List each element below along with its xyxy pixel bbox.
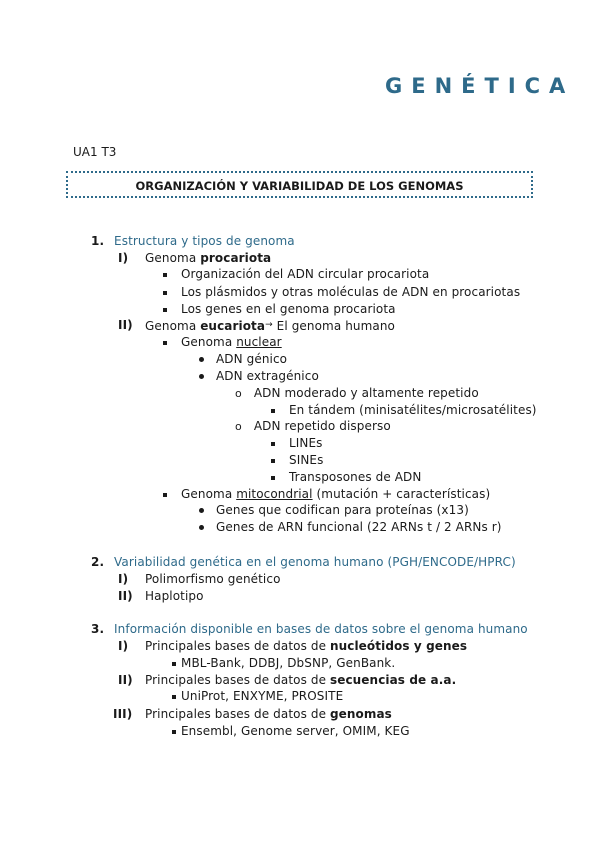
text: (mutación + características) <box>312 487 491 501</box>
roman-numeral: I) <box>118 639 129 653</box>
roman-numeral: I) <box>118 572 129 586</box>
bold-text: genomas <box>329 707 392 721</box>
bullet-icon <box>172 662 176 666</box>
roman-numeral: II) <box>118 318 133 332</box>
list-item-label: En tándem (minisatélites/microsatélites) <box>289 403 537 417</box>
subsection-3-i <box>118 639 468 653</box>
list-item-label: Los plásmidos y otras moléculas de ADN en procariotas <box>181 285 521 299</box>
arrow-icon: → <box>265 320 273 330</box>
list-item <box>235 386 479 401</box>
section-number: 2. <box>91 555 105 569</box>
text: Principales bases de datos de <box>145 639 330 653</box>
list-item-label: Ensembl, Genome server, OMIM, KEG <box>181 724 410 738</box>
text: Genoma <box>181 335 237 349</box>
bullet-icon <box>163 273 167 277</box>
bullet-icon <box>199 525 204 530</box>
unit-label: UA1 T3 <box>73 145 117 159</box>
bullet-icon <box>163 341 167 345</box>
list-item-label: Genes que codifican para proteínas (x13) <box>216 503 469 517</box>
list-item <box>172 656 395 670</box>
page-title: GENÉTICA <box>385 74 575 98</box>
list-item <box>163 302 396 316</box>
text: Principales bases de datos de <box>145 673 330 687</box>
list-item <box>271 470 421 484</box>
bold-text: nucleótidos y genes <box>329 639 468 653</box>
list-item <box>199 520 502 534</box>
list-item-mito <box>163 487 490 501</box>
section-label: Estructura y tipos de genoma <box>114 234 295 248</box>
list-item <box>172 689 343 703</box>
list-item <box>271 453 323 467</box>
list-item-label: LINEs <box>289 436 323 450</box>
list-item-label: SINEs <box>289 453 324 467</box>
bullet-icon <box>199 374 204 379</box>
list-item-label: ADN génico <box>216 352 288 366</box>
subsection-2-ii <box>118 589 204 603</box>
list-item-label: MBL-Bank, DDBJ, DbSNP, GenBank. <box>181 656 396 670</box>
list-item-label: ADN repetido disperso <box>253 419 391 433</box>
list-item <box>199 503 469 517</box>
list-item-label: Genes de ARN funcional (22 ARNs t / 2 ARNs r) <box>216 520 502 534</box>
text: Genoma <box>181 487 237 501</box>
bold-text: secuencias de a.a. <box>329 673 457 687</box>
list-item <box>163 285 520 299</box>
list-item-label: Transposones de ADN <box>289 470 422 484</box>
list-item <box>163 267 429 281</box>
bullet-icon <box>199 357 204 362</box>
bullet-icon <box>271 459 275 463</box>
circle-bullet-icon: o <box>235 387 242 400</box>
list-item <box>235 419 391 434</box>
underlined-text: mitocondrial <box>236 487 313 501</box>
list-item-label: UniProt, ENXYME, PROSITE <box>181 689 344 703</box>
bold-text: eucariota <box>200 319 266 333</box>
bullet-icon <box>163 291 167 295</box>
roman-numeral: I) <box>118 251 129 265</box>
bullet-icon <box>271 476 275 480</box>
list-item <box>199 352 287 366</box>
section-1-heading <box>91 234 295 248</box>
subsection-2-i <box>118 572 281 586</box>
list-item <box>172 724 410 738</box>
text: Polimorfismo genético <box>145 572 281 586</box>
underlined-text: nuclear <box>236 335 282 349</box>
roman-numeral: III) <box>113 707 133 721</box>
text: Genoma <box>145 251 201 265</box>
text: Principales bases de datos de <box>145 707 330 721</box>
text: El genoma humano <box>272 319 396 333</box>
list-item <box>199 369 319 383</box>
bullet-icon <box>271 442 275 446</box>
subsection-3-iii <box>113 707 392 721</box>
circle-bullet-icon: o <box>235 420 242 433</box>
roman-numeral: II) <box>118 589 133 603</box>
section-number: 1. <box>91 234 105 248</box>
section-label: Información disponible en bases de datos sobre el genoma humano <box>114 622 528 636</box>
roman-numeral: II) <box>118 673 133 687</box>
section-title-box <box>66 171 533 198</box>
list-item-label: Organización del ADN circular procariota <box>181 267 430 281</box>
subsection-1-i <box>118 251 272 265</box>
bullet-icon <box>172 695 176 699</box>
list-item-label: ADN extragénico <box>216 369 319 383</box>
list-item-label: ADN moderado y altamente repetido <box>253 386 479 400</box>
bullet-icon <box>163 493 167 497</box>
bullet-icon <box>271 409 275 413</box>
section-3-heading <box>91 622 528 636</box>
section-title: ORGANIZACIÓN Y VARIABILIDAD DE LOS GENOMAS <box>135 179 464 193</box>
section-2-heading <box>91 555 516 569</box>
list-item <box>271 436 323 450</box>
bullet-icon <box>172 730 176 734</box>
list-item <box>271 403 537 417</box>
text: Haplotipo <box>145 589 204 603</box>
subsection-3-ii <box>118 673 457 687</box>
section-label: Variabilidad genética en el genoma humano (PGH/ENCODE/HPRC) <box>114 555 516 569</box>
text: Genoma <box>145 319 201 333</box>
list-item-nuclear <box>163 335 282 349</box>
subsection-1-ii <box>118 318 396 333</box>
section-number: 3. <box>91 622 105 636</box>
list-item-label: Los genes en el genoma procariota <box>181 302 396 316</box>
bullet-icon <box>163 308 167 312</box>
bold-text: procariota <box>200 251 272 265</box>
bullet-icon <box>199 508 204 513</box>
